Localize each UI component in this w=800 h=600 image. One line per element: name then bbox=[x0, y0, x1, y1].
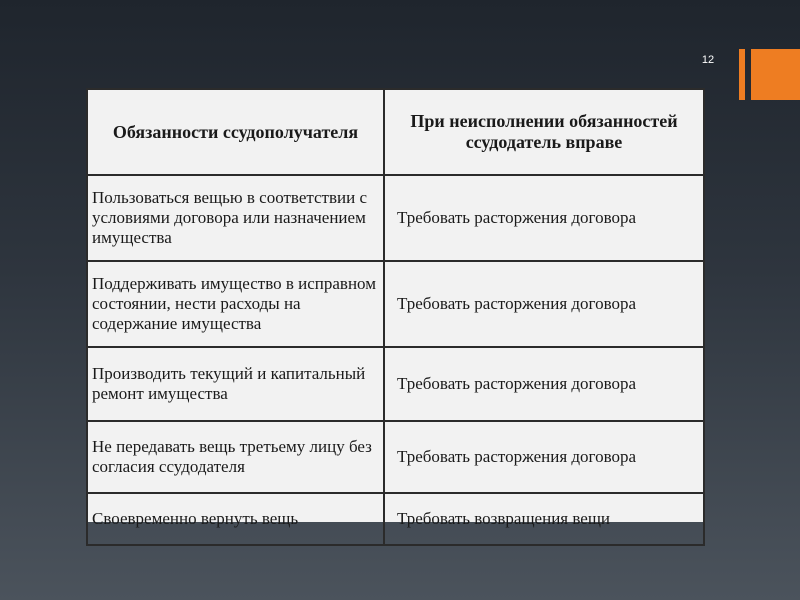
header-duties: Обязанности ссудополучателя bbox=[87, 89, 384, 175]
slide-number: 12 bbox=[701, 54, 715, 66]
right-cell: Требовать возвращения вещи bbox=[384, 493, 704, 545]
duty-cell: Производить текущий и капитальный ремонт имущества bbox=[87, 347, 384, 421]
header-rights: При неисполнении обязанностей ссудодатель вправе bbox=[384, 89, 704, 175]
table-row bbox=[87, 175, 704, 261]
duties-table bbox=[86, 88, 705, 546]
duties-table-image bbox=[86, 88, 703, 528]
accent-bar-thin bbox=[739, 49, 745, 100]
duty-cell: Не передавать вещь третьему лицу без согласия ссудодателя bbox=[87, 421, 384, 493]
table-row bbox=[87, 261, 704, 347]
right-cell: Требовать расторжения договора bbox=[384, 175, 704, 261]
duty-cell: Поддерживать имущество в исправном состоянии, нести расходы на содержание имущества bbox=[87, 261, 384, 347]
right-cell: Требовать расторжения договора bbox=[384, 421, 704, 493]
duty-cell: Пользоваться вещью в соответствии с условиями договора или назначением имущества bbox=[87, 175, 384, 261]
table-header-row bbox=[87, 89, 704, 175]
table-row bbox=[87, 421, 704, 493]
table-row bbox=[87, 493, 704, 545]
accent-bar-wide bbox=[751, 49, 800, 100]
table-row bbox=[87, 347, 704, 421]
duty-cell: Своевременно вернуть вещь bbox=[87, 493, 384, 545]
right-cell: Требовать расторжения договора bbox=[384, 347, 704, 421]
right-cell: Требовать расторжения договора bbox=[384, 261, 704, 347]
